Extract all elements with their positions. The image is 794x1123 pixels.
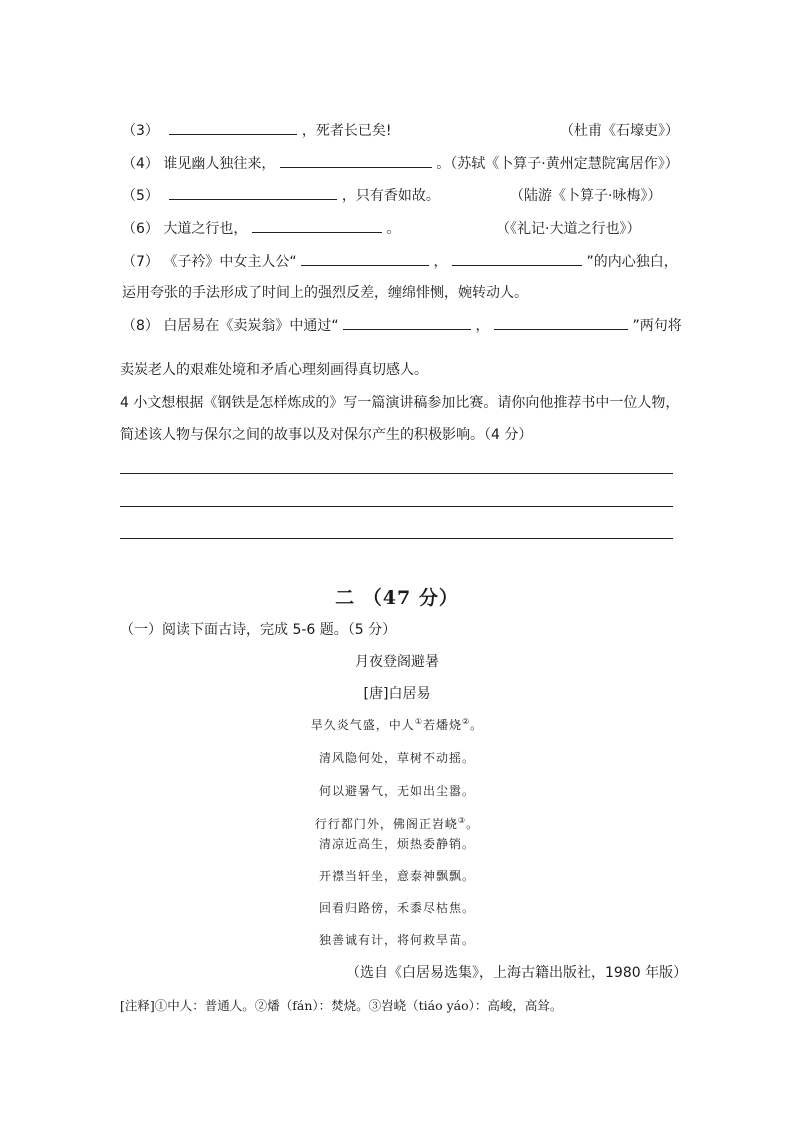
- poem-line: 开襟当轩坐，意泰神飘飘。: [318, 869, 475, 883]
- item-number: （7）: [122, 254, 159, 270]
- item-text: 《子衿》中女主人公“: [163, 254, 297, 270]
- question-4-line1: 4 小文想根据《钢铁是怎样炼成的》写一篇演讲稿参加比赛。请你向他推荐书中一位人物，: [120, 395, 680, 411]
- item-number: （8）: [122, 318, 159, 334]
- item-6-source: （《礼记·大道之行也》）: [496, 221, 641, 237]
- item-text: 。（苏轼《卜算子·黄州定慧院寓居作》）: [436, 156, 679, 172]
- item-number: （5）: [122, 188, 159, 204]
- footnote-marker: ②: [462, 717, 471, 726]
- poem-line: 回看归路傍，禾黍尽枯焦。: [318, 901, 475, 915]
- answer-blank[interactable]: [169, 185, 337, 200]
- answer-blank[interactable]: [452, 251, 582, 266]
- item-6: [122, 218, 400, 239]
- poem-author: [唐]白居易: [363, 686, 431, 702]
- poem-line: 独善诚有计，将何救旱苗。: [318, 933, 475, 947]
- answer-blank[interactable]: [343, 315, 471, 330]
- item-text: ，死者长已矣!: [301, 123, 392, 139]
- item-text: ，只有香如故。: [341, 188, 440, 204]
- answer-line[interactable]: [120, 538, 673, 539]
- footnote-marker: ③: [457, 816, 467, 825]
- item-7-continued: 运用夸张的手法形成了时间上的强烈反差，缠绵悱恻，婉转动人。: [122, 285, 528, 301]
- answer-blank[interactable]: [494, 315, 628, 330]
- item-text: ，: [433, 254, 448, 270]
- poem-line: 清凉近高生，烦热委静销。: [318, 837, 475, 851]
- item-text: 。: [386, 221, 401, 237]
- item-3: [122, 120, 391, 141]
- item-3-source: （杜甫《石壕吏》）: [560, 123, 679, 139]
- poem-line: 清风隐何处，草树不动摇。: [318, 751, 475, 765]
- poem-title: 月夜登阁避暑: [355, 654, 439, 670]
- item-5-source: （陆游《卜算子·咏梅》）: [510, 188, 662, 204]
- answer-line[interactable]: [120, 473, 673, 474]
- item-4: [122, 153, 679, 174]
- poem-line: 旱久炎气盛，中人①若燔烧②。: [310, 717, 484, 732]
- item-8: [122, 315, 682, 336]
- poem-line: 行行都门外，佛阁正岧峣③。: [314, 816, 480, 831]
- question-4-line2: 简述该人物与保尔之间的故事以及对保尔产生的积极影响。（4 分）: [120, 427, 533, 443]
- item-text: ，: [475, 318, 490, 334]
- item-text: 大道之行也，: [163, 221, 248, 237]
- item-number: （3）: [122, 123, 159, 139]
- poem-notes: [注释]①中人：普通人。②燔（fán）：焚烧。③岧峣（tiáo yáo）：高峻，高耸。: [120, 998, 563, 1013]
- answer-blank[interactable]: [169, 120, 297, 135]
- footnote-marker: ①: [414, 717, 423, 726]
- item-8-continued: 卖炭老人的艰难处境和矛盾心理刻画得真切感人。: [120, 362, 428, 378]
- poem-source: （选自《白居易选集》，上海古籍出版社，1980 年版）: [346, 965, 688, 981]
- item-5: [122, 185, 440, 206]
- reading-instruction: （一）阅读下面古诗，完成 5-6 题。（5 分）: [120, 622, 397, 638]
- answer-blank[interactable]: [301, 251, 429, 266]
- answer-blank[interactable]: [252, 218, 382, 233]
- answer-blank[interactable]: [280, 153, 432, 168]
- answer-line[interactable]: [120, 506, 673, 507]
- poem-line: 何以避暑气，无如出尘嚣。: [318, 784, 475, 798]
- item-number: （4）: [122, 156, 159, 172]
- section-title: 二 （47 分）: [335, 587, 459, 609]
- item-number: （6）: [122, 221, 159, 237]
- item-text: 谁见幽人独往来，: [163, 156, 276, 172]
- item-text: 白居易在《卖炭翁》中通过“: [163, 318, 339, 334]
- item-text: ”的内心独白，: [586, 254, 678, 270]
- item-text: ”两句将: [632, 318, 682, 334]
- item-7: [122, 251, 678, 272]
